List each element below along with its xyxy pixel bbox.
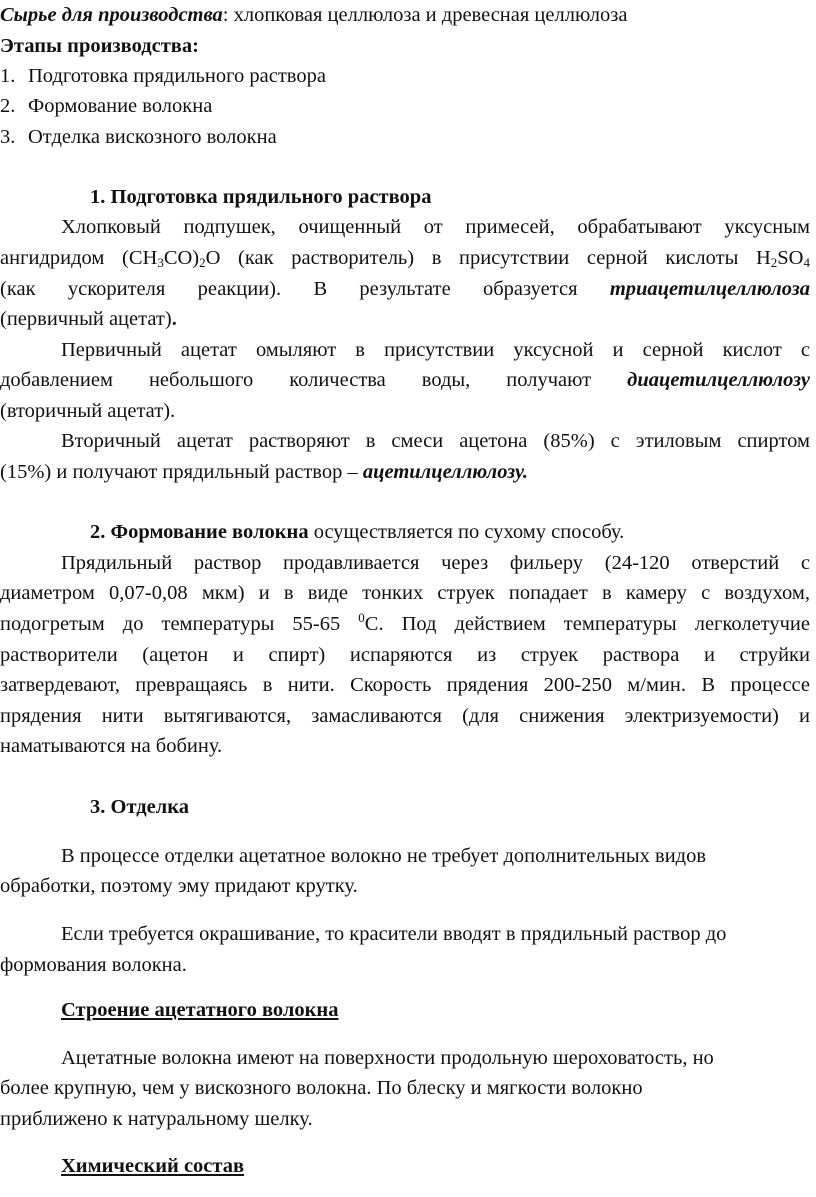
- subscript: 2: [199, 255, 206, 270]
- text-run: SO: [777, 247, 804, 269]
- stage-item-text: Отделка вискозного волокна: [28, 126, 277, 148]
- subscript: 2: [770, 255, 778, 270]
- section2-line3: [0, 611, 810, 638]
- raw-materials-line: [0, 2, 810, 29]
- emphasis-term: ацетилцеллюлозу.: [362, 461, 528, 483]
- emphasis-term: триацетилцеллюлоза: [609, 278, 810, 300]
- text-run: С. Под действием температуры легколетучие: [364, 613, 810, 635]
- structure-line2: более крупную, чем у вискозного волокна. По блеску и мягкости волокно: [0, 1077, 643, 1099]
- raw-materials-text: : хлопковая целлюлоза и древесная целлюлоза: [222, 4, 628, 26]
- stage-item-text: Формование волокна: [28, 95, 213, 117]
- section1-p1-line3: [0, 276, 810, 303]
- section2-line4: растворители (ацетон и спирт) испаряются из струек раствора и струйки: [0, 644, 810, 666]
- section1-p1-line2: [0, 245, 810, 272]
- text-run: подогретым до температуры 55-65: [0, 613, 359, 635]
- section1-p2-line3: (вторичный ацетат).: [0, 400, 176, 422]
- subscript: 3: [157, 255, 164, 270]
- stage-item-number: 3.: [0, 126, 16, 148]
- section3-p1-line2: обработки, поэтому эму придают крутку.: [0, 875, 358, 897]
- stage-item-number: 1.: [0, 65, 16, 87]
- section3-heading: 3. Отделка: [90, 796, 189, 818]
- chemistry-heading: Химический состав: [61, 1155, 245, 1177]
- text-run: .: [171, 308, 177, 330]
- section3-p1-line1: В процессе отделки ацетатное волокно не требует дополнительных видов: [61, 845, 707, 867]
- emphasis-term: диацетилцеллюлозу: [627, 369, 811, 391]
- stage-item-3: [0, 124, 810, 151]
- superscript: 0: [358, 610, 365, 625]
- text-run: (15%) и получают прядильный раствор –: [0, 461, 363, 483]
- section1-p3-line2: [0, 459, 810, 486]
- section2-line5: затвердевают, превращаясь в нити. Скорость прядения 200-250 м/мин. В процессе: [0, 674, 810, 696]
- text-run: (как ускорителя реакции). В результате образуется: [0, 278, 578, 300]
- subscript: 4: [803, 255, 810, 270]
- section3-p2-line2: формования волокна.: [0, 954, 187, 976]
- section1-p2-line2: [0, 367, 810, 394]
- section2-line6: прядения нити вытягиваются, замасливаются (для снижения электризуемости) и: [0, 705, 810, 727]
- section1-heading: 1. Подготовка прядильного раствора: [90, 186, 432, 208]
- structure-line1: Ацетатные волокна имеют на поверхности продольную шероховатость, но: [61, 1047, 714, 1069]
- stage-item-number: 2.: [0, 95, 16, 117]
- stages-title: Этапы производства:: [0, 35, 199, 57]
- structure-heading: Строение ацетатного волокна: [61, 999, 339, 1021]
- text-run: CO): [163, 247, 200, 269]
- section1-p3-line1: Вторичный ацетат растворяют в смеси ацетона (85%) с этиловым спиртом: [61, 430, 810, 452]
- section2-heading-line: [90, 519, 816, 546]
- section2-line1: Прядильный раствор продавливается через фильеру (24-120 отверстий с: [61, 552, 810, 574]
- text-run: добавлением небольшого количества воды, получают: [0, 369, 592, 391]
- stage-item-2: [0, 93, 810, 120]
- section2-line7: наматываются на бобину.: [0, 735, 223, 757]
- stage-item-1: [0, 63, 810, 90]
- section1-p1-line1: Хлопковый подпушек, очищенный от примесей, обрабатывают уксусным: [61, 216, 810, 238]
- text-run: осуществляется по сухому способу.: [308, 521, 625, 543]
- text-run: (первичный ацетат): [0, 308, 172, 330]
- text-run: O (как растворитель) в присутствии серной кислоты H: [205, 247, 771, 269]
- section1-p2-line1: Первичный ацетат омыляют в присутствии уксусной и серной кислот с: [61, 339, 810, 361]
- section1-p1-line4: [0, 306, 810, 333]
- text-run: ангидридом (CH: [0, 247, 158, 269]
- section3-p2-line1: Если требуется окрашивание, то красители вводят в прядильный раствор до: [61, 923, 727, 945]
- raw-materials-label: Сырье для производства: [0, 4, 223, 26]
- section2-line2: диаметром 0,07-0,08 мкм) и в виде тонких струек попадает в камеру с воздухом,: [0, 582, 810, 604]
- section2-heading: 2. Формование волокна: [90, 521, 309, 543]
- stage-item-text: Подготовка прядильного раствора: [28, 65, 326, 87]
- structure-line3: приближено к натуральному шелку.: [0, 1108, 313, 1130]
